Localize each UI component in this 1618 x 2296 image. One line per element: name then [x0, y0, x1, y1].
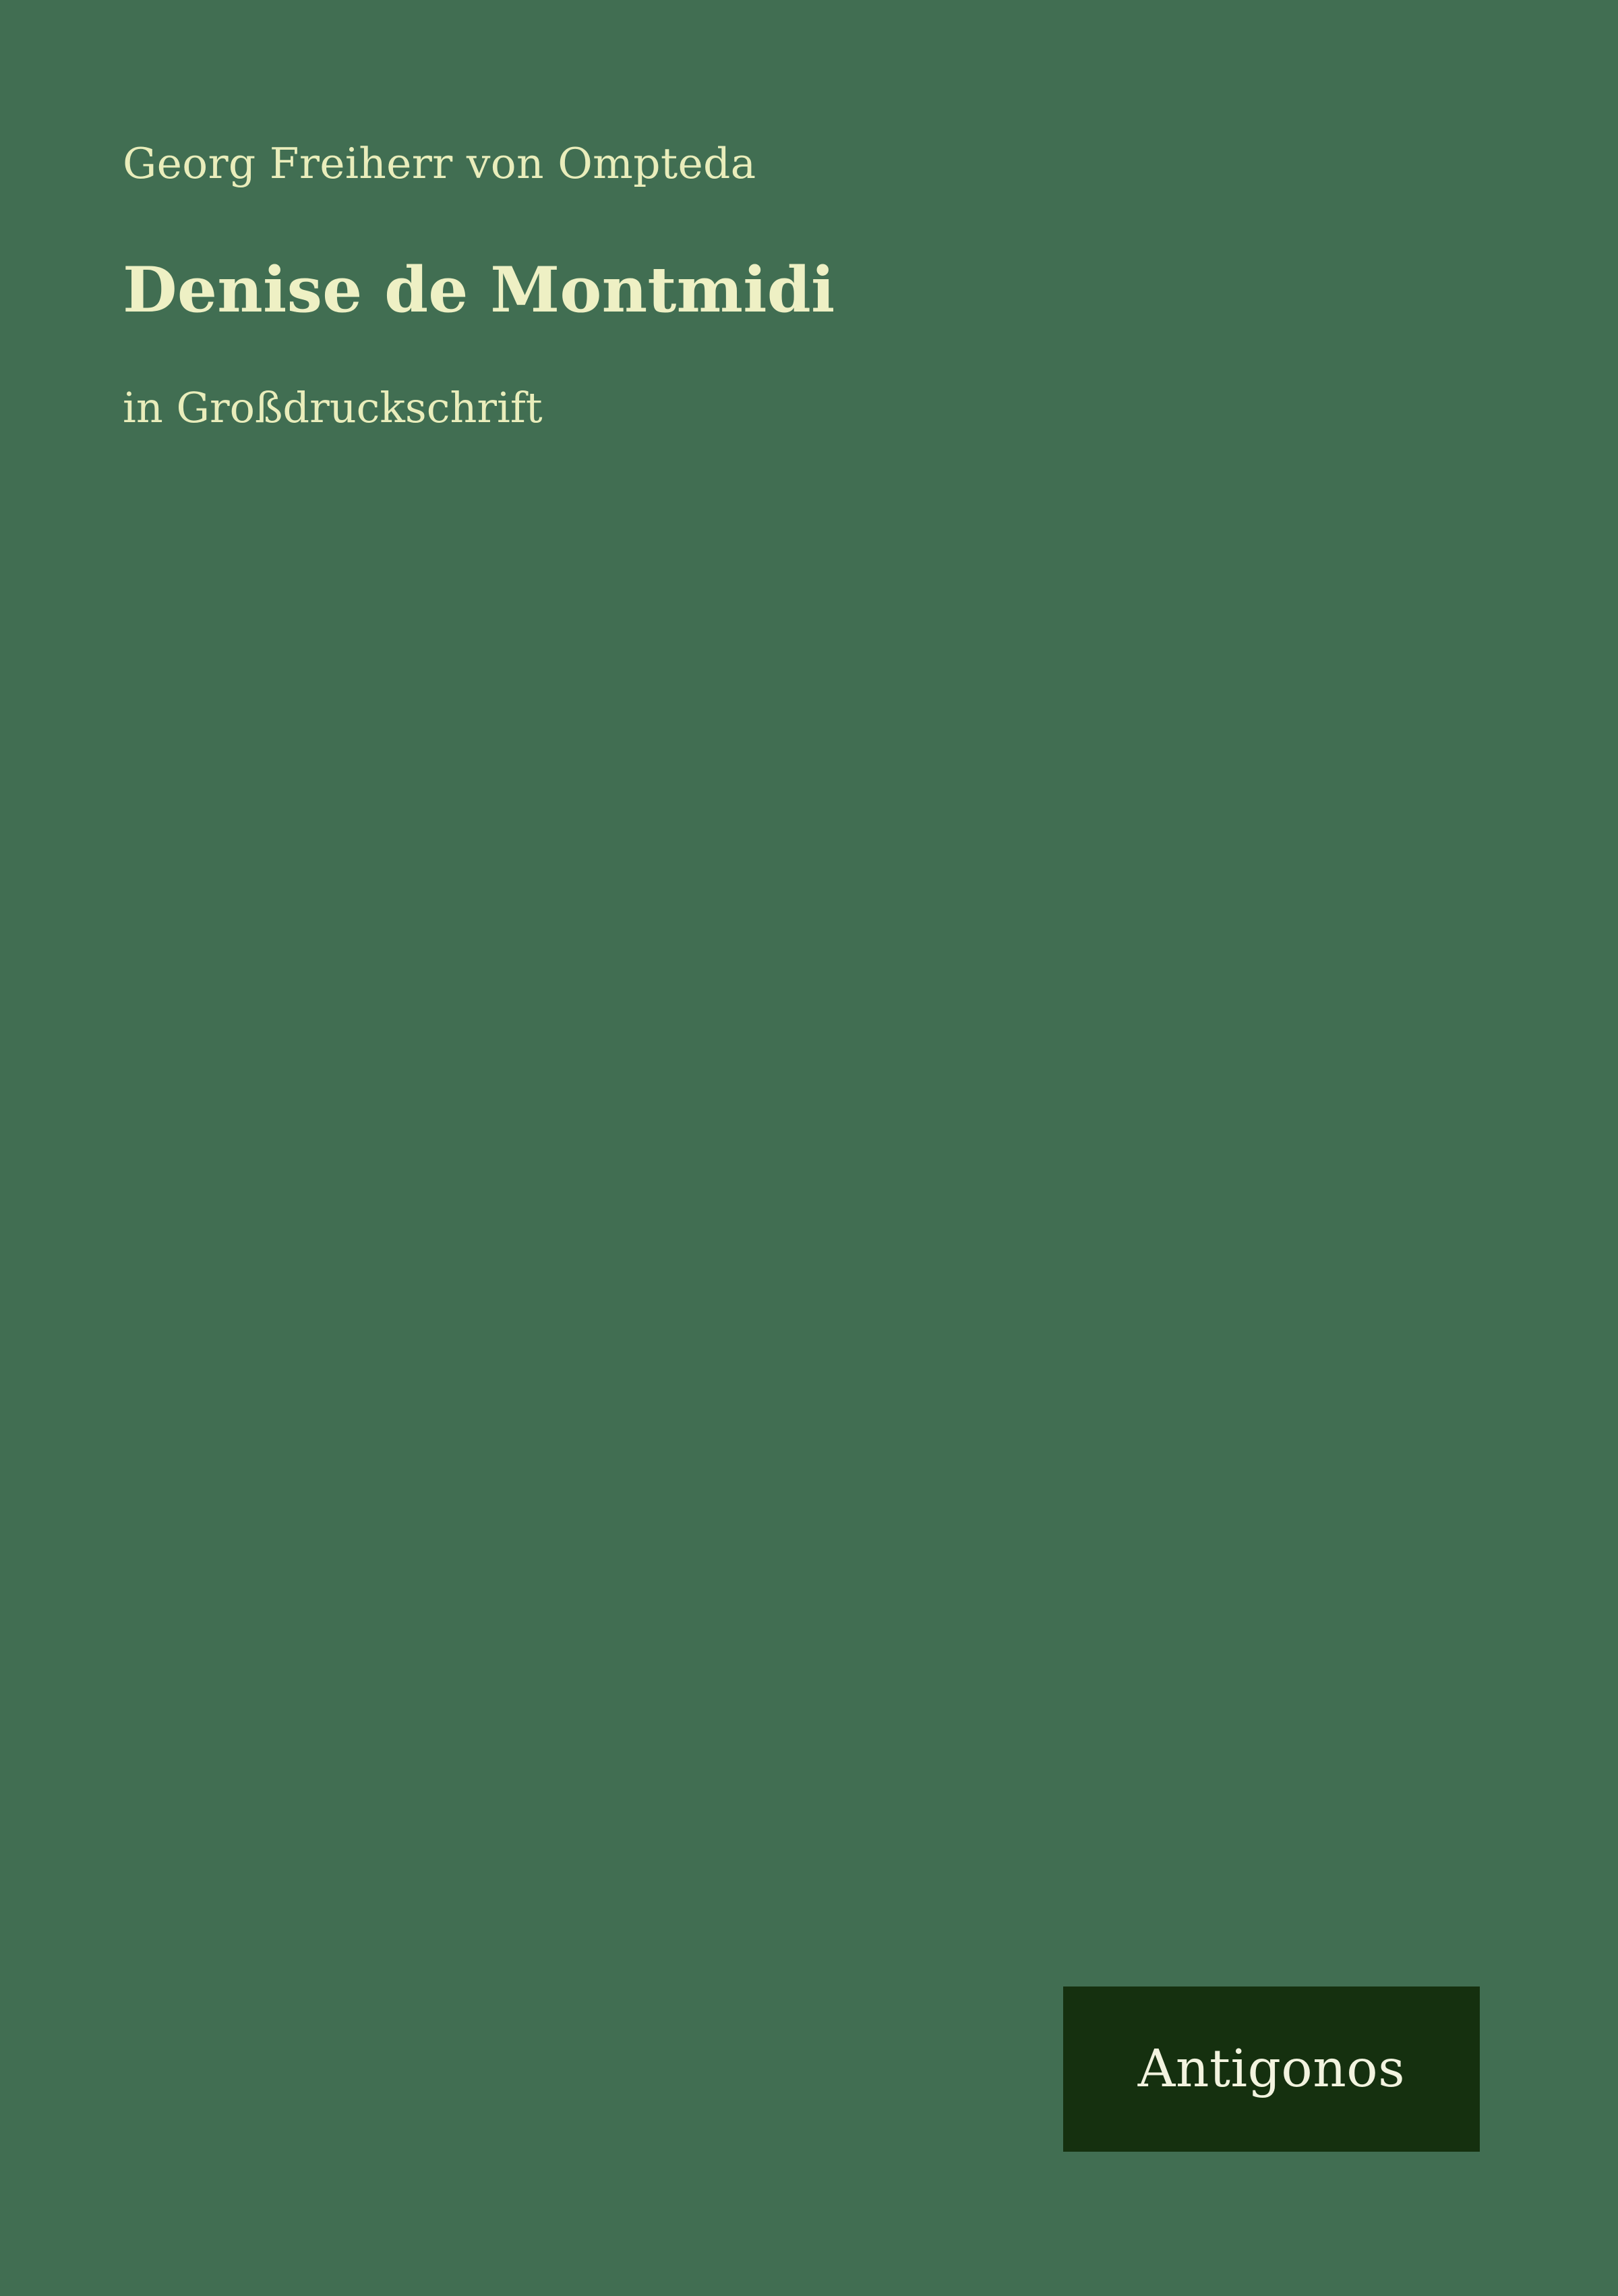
book-title: Denise de Montmidi [123, 252, 835, 326]
publisher-badge [1063, 1986, 1480, 2152]
author-name: Georg Freiherr von Ompteda [123, 139, 756, 188]
cover-text-block [123, 138, 1404, 433]
book-subtitle: in Großdruckschrift [123, 382, 543, 432]
publisher-name: Antigonos [1137, 2039, 1406, 2099]
